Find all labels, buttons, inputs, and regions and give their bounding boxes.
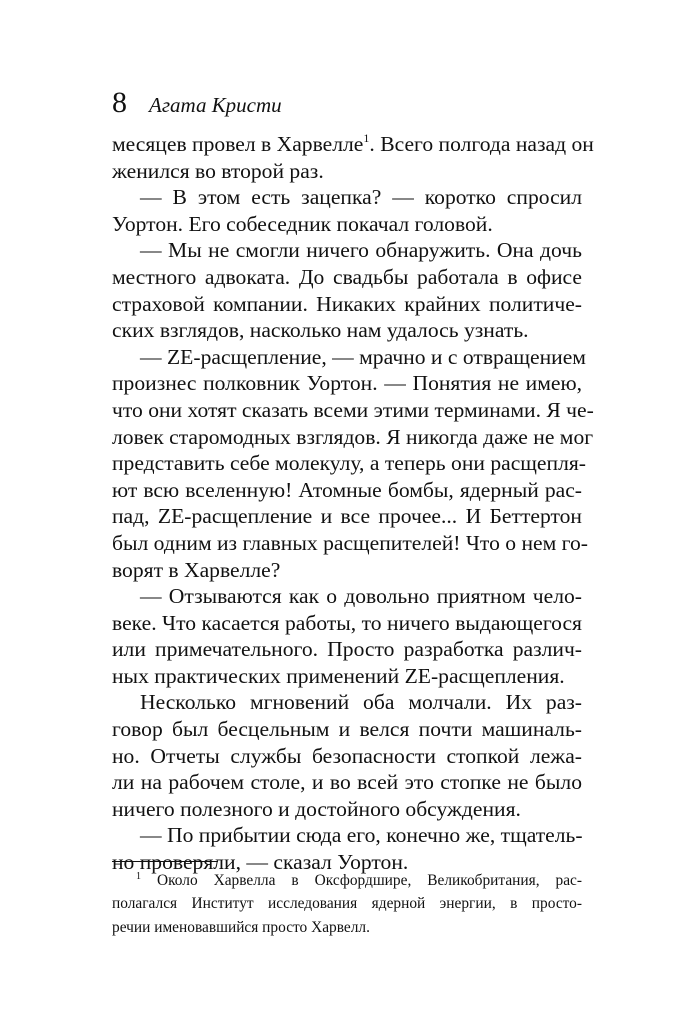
body-line: представить себе молекулу, а теперь они расщепля- [112,451,586,476]
body-line: ют всю вселенную! Атомные бомбы, ядерный рас- [112,477,582,502]
body-line: Уортон. Его собеседник покачал головой. [112,211,493,236]
footnote-reference: 1 [363,131,370,145]
body-text [112,131,594,876]
body-line: ли на рабочем столе, и во всей это стопке не было [112,770,582,795]
body-line: был одним из главных расщепителей! Что о нем го- [112,530,588,555]
footnote-line: полагался Институт исследования ядерной энергии, в просто- [112,895,582,913]
body-line-tail: . Всего полгода назад он [369,132,594,156]
body-line: страховой компании. Никаких крайних политиче- [112,291,582,316]
body-line: — ZE-расщепление, — мрачно и с отвращением [140,344,586,369]
body-line: или примечательного. Просто разработка различ- [112,637,582,662]
body-line: ловек старомодных взглядов. Я никогда даже не мог [112,424,594,449]
footnote-marker: 1 [136,871,141,882]
body-line: — Отзываются как о довольно приятном чело- [140,584,582,609]
page-number: 8 [112,86,127,119]
body-line: но проверяли, — сказал Уортон. [112,850,409,875]
body-line: но. Отчеты службы безопасности стопкой лежа- [112,743,582,768]
body-line: — В этом есть зацепка? — коротко спросил [140,185,582,210]
footnote-line: речии именовавшийся просто Харвелл. [112,918,370,936]
body-line [112,131,594,158]
body-line: женился во второй раз. [112,158,324,183]
body-line: ных практических применений ZE-расщепления. [112,663,565,688]
body-line: произнес полковник Уортон. — Понятия не имею, [112,371,582,396]
footnote [112,869,582,939]
body-line: — Мы не смогли ничего обнаружить. Она дочь [140,238,582,263]
running-title: Агата Кристи [149,93,282,117]
body-line: веке. Что касается работы, то ничего выдающегося [112,610,582,635]
body-line-text: месяцев провел в Харвелле [112,132,364,156]
body-line: ворят в Харвелле? [112,557,281,582]
page-header [112,88,282,118]
body-line: — По прибытии сюда его, конечно же, тщатель- [140,823,583,848]
body-line: ничего полезного и достойного обсуждения. [112,796,521,821]
footnote-line [112,869,582,892]
body-line: ских взглядов, насколько нам удалось узнать. [112,318,529,343]
footnote-line-text: Около Харвелла в Оксфордшире, Великобритания, рас- [156,872,582,889]
footnote-separator [112,861,218,862]
body-line: Несколько мгновений оба молчали. Их раз- [140,690,582,715]
body-line: говор был бесцельным и велся почти машиналь- [112,717,582,742]
body-line: что они хотят сказать всеми этими терминами. Я че- [112,397,594,422]
body-line: местного адвоката. До свадьбы работала в офисе [112,264,582,289]
body-line: пад, ZE-расщепление и все прочее... И Беттертон [112,504,582,529]
